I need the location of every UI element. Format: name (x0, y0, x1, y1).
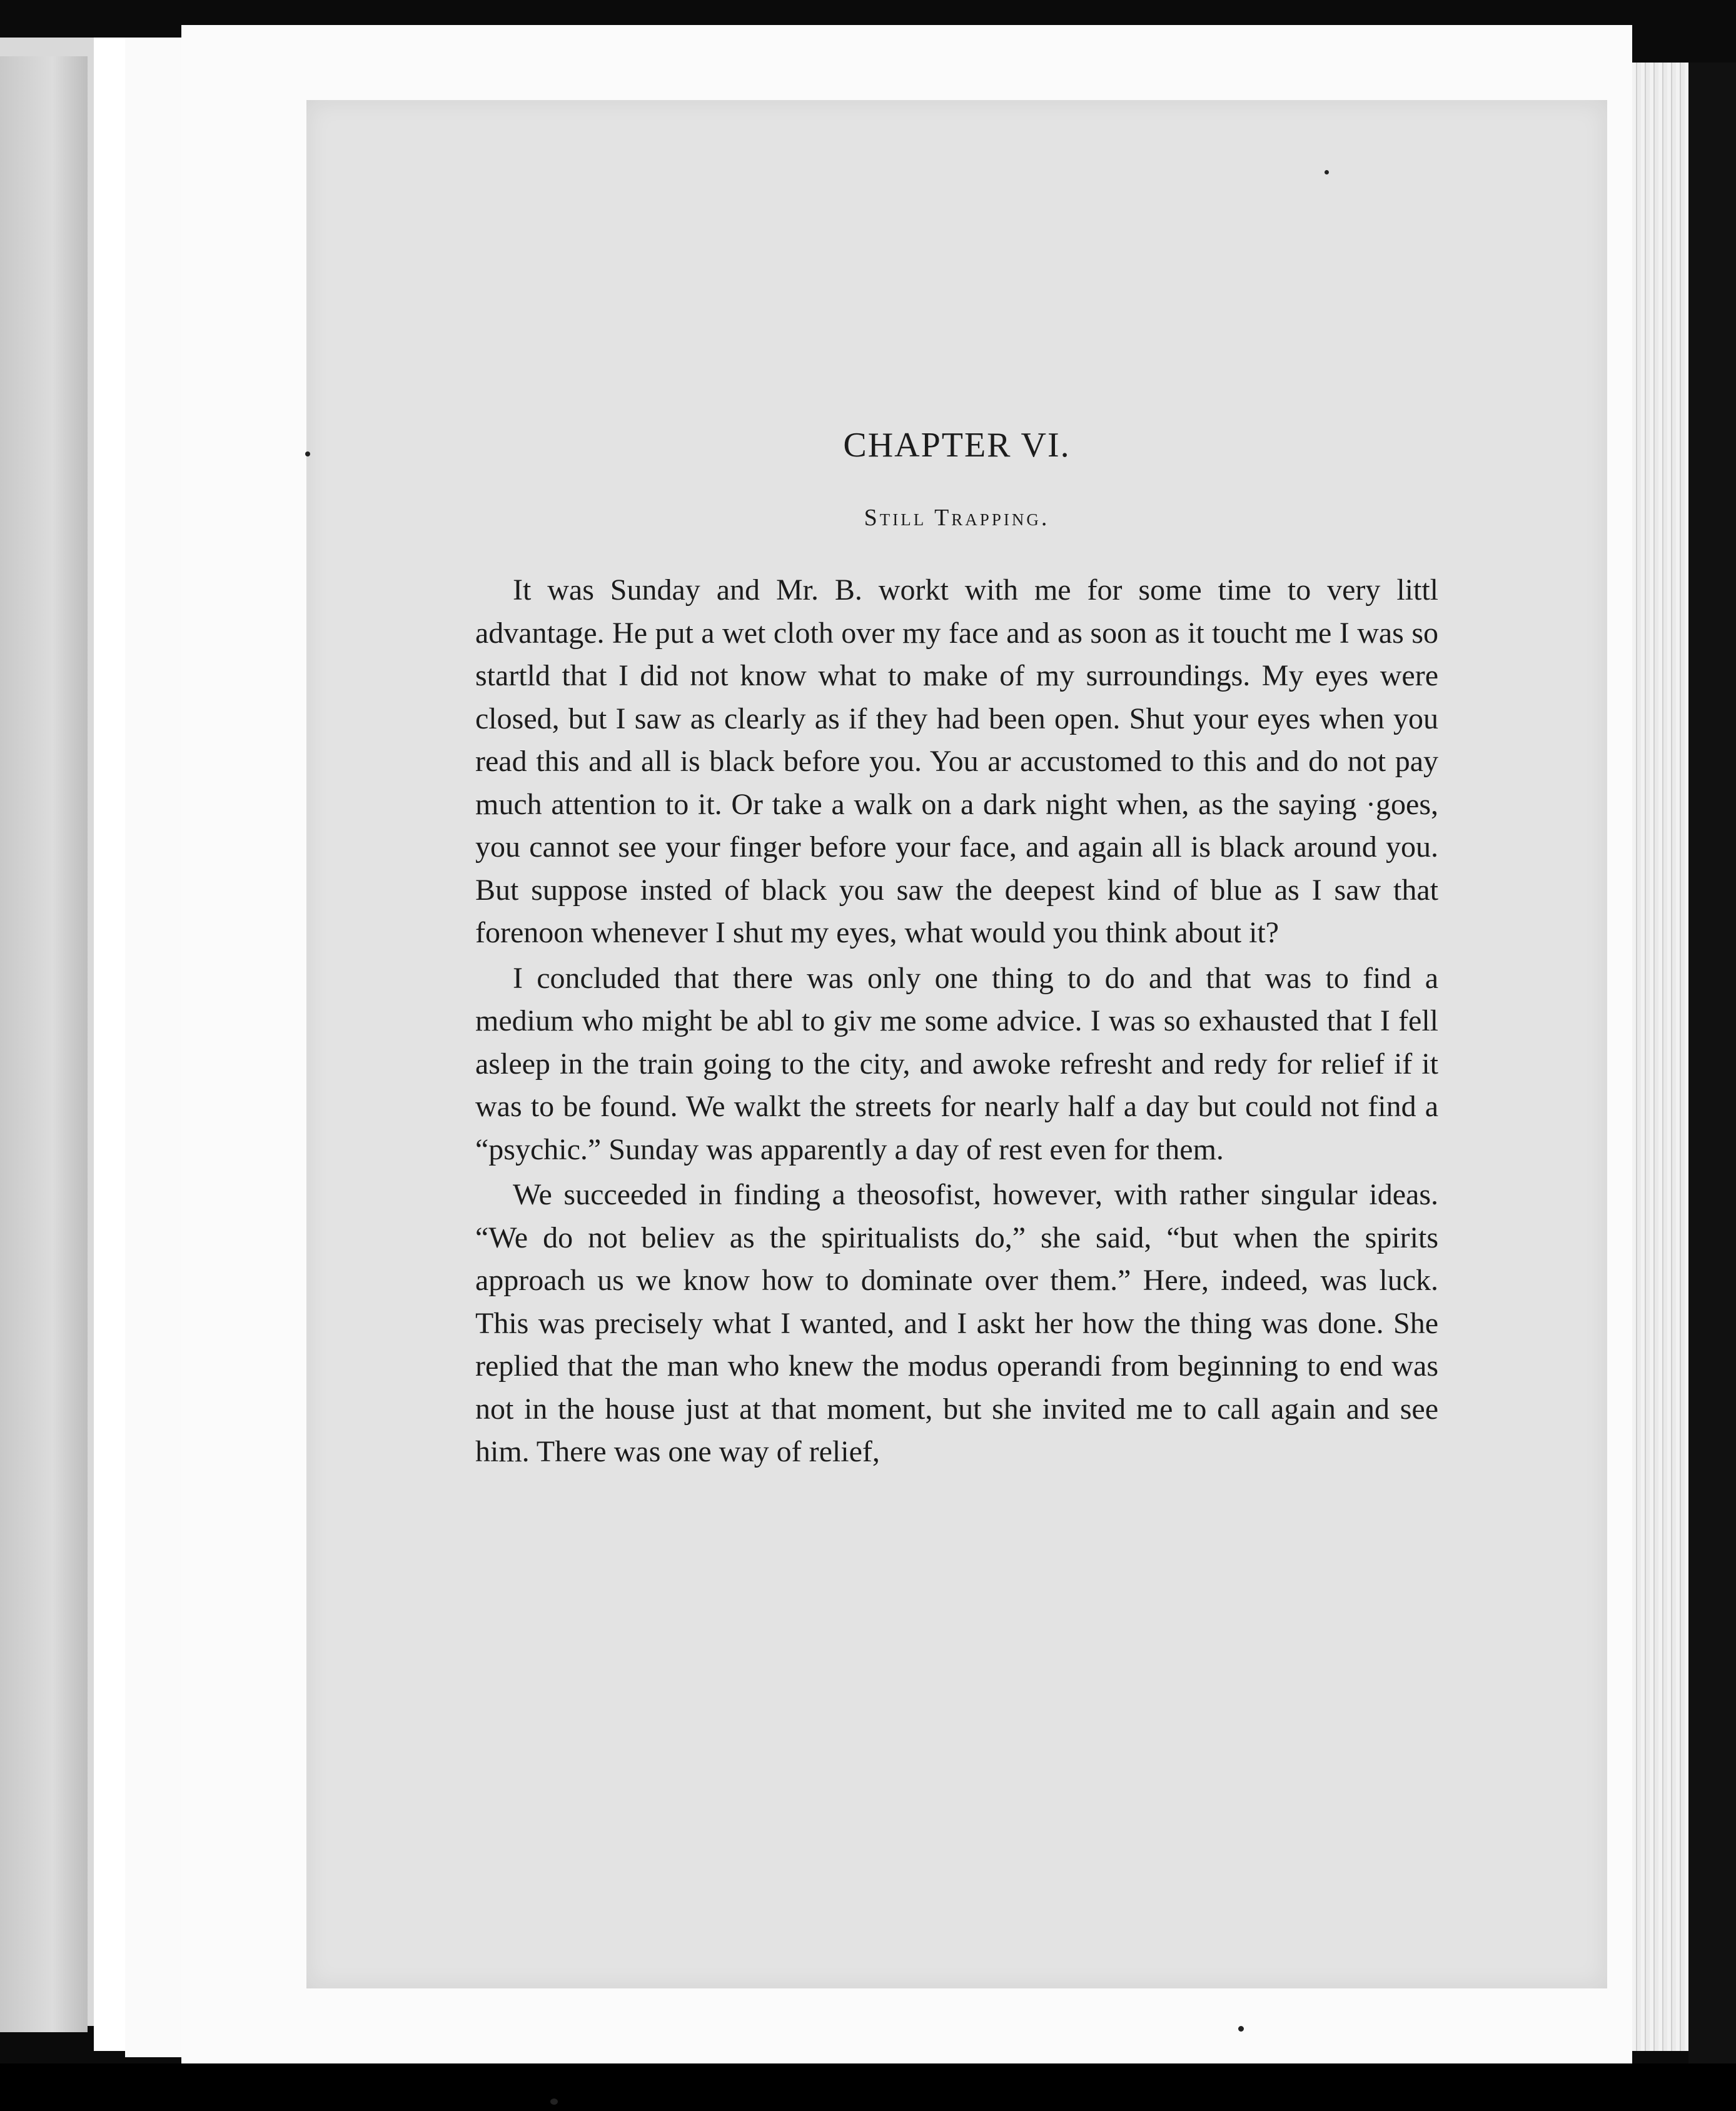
chapter-title: CHAPTER VI. (843, 426, 1071, 465)
chapter-subtitle: Still Trapping. (864, 505, 1050, 531)
scan-speck (1325, 170, 1329, 174)
scan-speck (1238, 2026, 1244, 2032)
paragraph: We succeeded in finding a theosofist, however, with rather singular ideas. “We do not believ as the spiritualists do,” she said, “but when the spirits approach us we know how to dominate over them.” Here, indeed, was luck. This was precisely what I wanted, and I askt her how the thing was done. She replied that the man who knew the modus operandi from beginning to end was not in the house just at that moment, but she invited me to call again and see him. There was one way of relief, (475, 1178, 1438, 1468)
paragraph: It was Sunday and Mr. B. workt with me for some time to very littl advantage. He put a wet cloth over my face and as soon as it toucht me I was so startld that I did not know what to make of my surroundings. My eyes were closed, but I saw as clearly as if they had been open. Shut your eyes when you read this and all is black before you. You ar accustomed to this and do not pay much attention to it. Or take a walk on a dark night when, as the saying ·goes, you cannot see your finger before your face, and again all is black around you. But suppose insted of black you saw the deepest kind of blue as I saw that forenoon whenever I shut my eyes, what would you think about it? (475, 573, 1438, 949)
previous-page-edge (0, 38, 94, 2026)
previous-page-surface (0, 56, 88, 2032)
scan-bottom-border (0, 2063, 1736, 2111)
page-text (475, 425, 1438, 1476)
gutter-margin (94, 38, 128, 2051)
scan-speck (550, 2098, 558, 2105)
paragraph: I concluded that there was only one thing to do and that was to find a medium who might be abl to giv me some advice. I was so exhausted that I fell asleep in the train going to the city, and awoke refresht and redy for relief if it was to be found. We walkt the streets for nearly half a day but could not find a “psychic.” Sunday was apparently a day of rest even for them. (475, 961, 1438, 1166)
page-gutter (125, 38, 181, 2057)
page-stack-shadow (1688, 63, 1736, 2101)
scan-speck (305, 451, 310, 456)
